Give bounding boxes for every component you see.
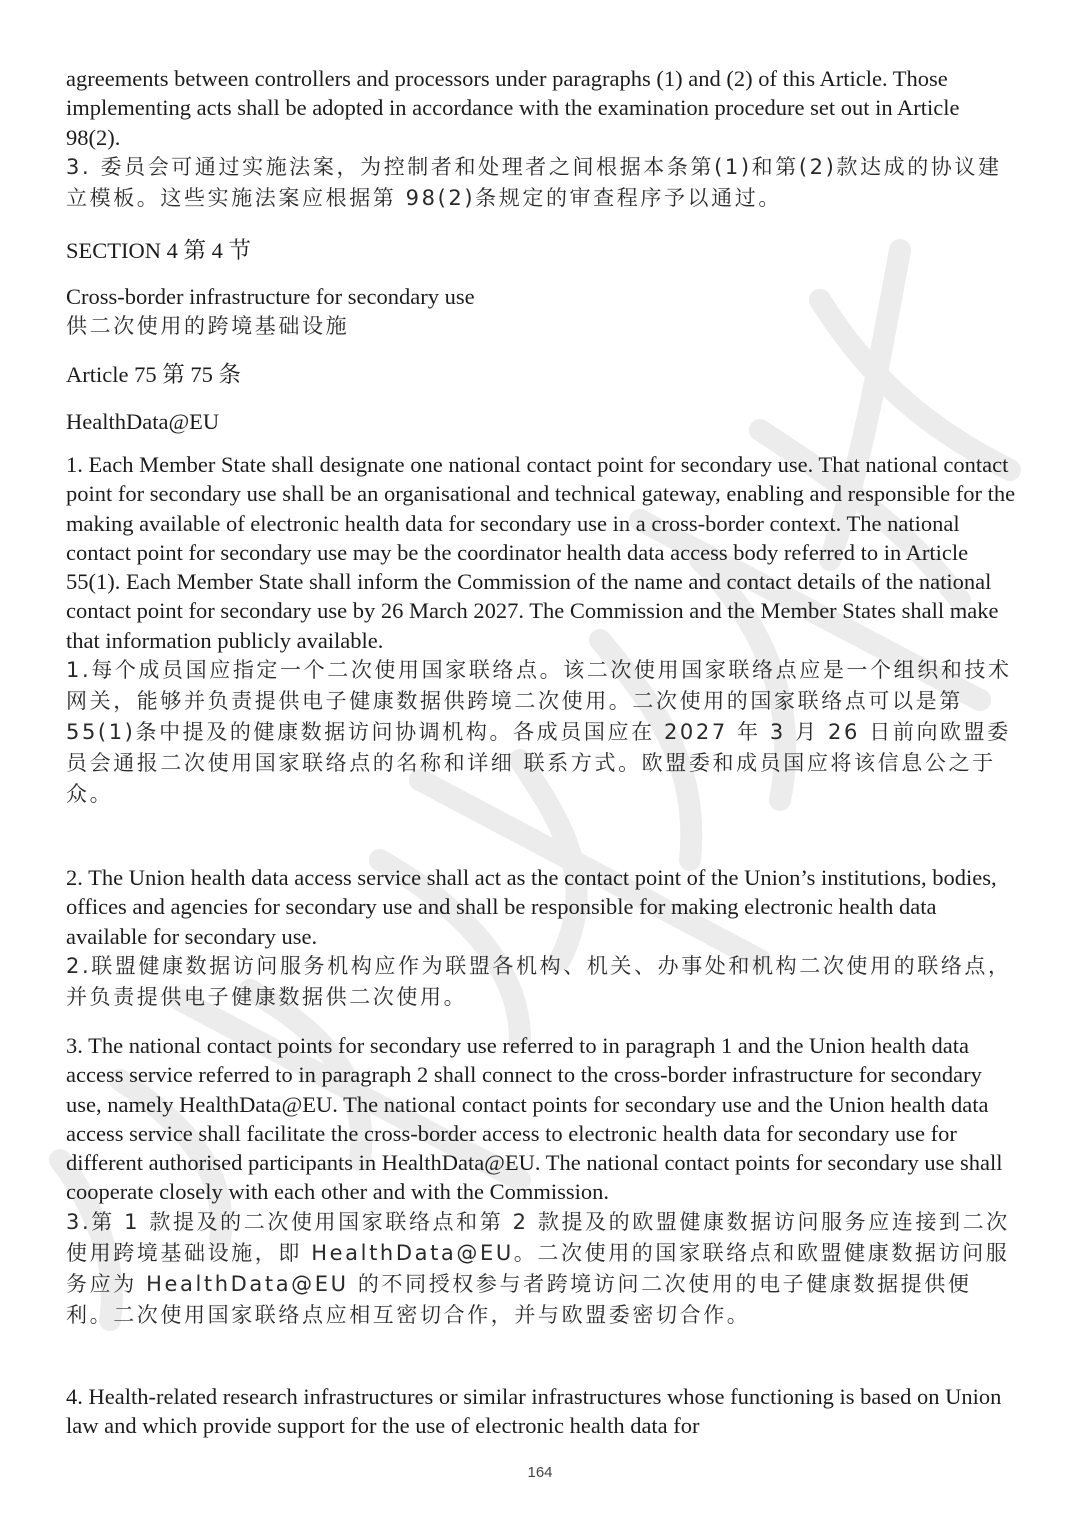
article-heading: Article 75 第 75 条 xyxy=(66,362,241,387)
section-title-block xyxy=(66,282,1016,342)
section-title-english: Cross-border infrastructure for secondary use xyxy=(66,284,475,309)
paragraph-english: 1. Each Member State shall designate one national contact point for secondary use. That national contact point for secondary use shall be an organisational and technical gateway, enabling and responsible for the making available of electronic health data for secondary use in a cross-border context. The national contact point for secondary use may be the coordinator health data access body referred to in Article 55(1). Each Member State shall inform the Commission of the name and contact details of the national contact point for secondary use by 26 March 2027. The Commission and the Member States shall make that information publicly available. xyxy=(66,452,1016,653)
intro-block xyxy=(66,64,1016,214)
page-number: 164 xyxy=(527,1464,553,1481)
paragraph-english: 4. Health-related research infrastructures or similar infrastructures whose functioning is based on Union law and which provide support for the use of electronic health data for xyxy=(66,1384,1002,1439)
paragraph-1 xyxy=(66,450,1016,810)
article-title: HealthData@EU xyxy=(66,409,220,434)
paragraph-3 xyxy=(66,1031,1016,1331)
paragraph-chinese: 1.每个成员国应指定一个二次使用国家联络点。该二次使用国家联络点应是一个组织和技术网关，能够并负责提供电子健康数据供跨境二次使用。二次使用的国家联络点可以是第 55(1)条中提及的健康数据访问协调机构。各成员国应在 2027 年 3 月 26 日前向欧盟委员会通报二次使用国家联络点的名称和详细 联系方式。欧盟委和成员国应将该信息公之于众。 xyxy=(66,658,1012,807)
paragraph-english: 2. The Union health data access service shall act as the contact point of the Union’s institutions, bodies, offices and agencies for secondary use and shall be responsible for making electronic health data available for secondary use. xyxy=(66,865,997,949)
paragraph-chinese: 3.第 1 款提及的二次使用国家联络点和第 2 款提及的欧盟健康数据访问服务应连接到二次使用跨境基础设施，即 HealthData@EU。二次使用的国家联络点和欧盟健康数据访问服务应为 HealthData@EU 的不同授权参与者跨境访问二次使用的电子健康数据提供便利。二次使用国家联络点应相互密切合作，并与欧盟委密切合作。 xyxy=(66,1209,1010,1327)
section-heading: SECTION 4 第 4 节 xyxy=(66,238,251,263)
intro-english-text: agreements between controllers and processors under paragraphs (1) and (2) of this Article. Those implementing acts shall be adopted in accordance with the examination procedure set out in Article 98(2). xyxy=(66,66,960,150)
intro-chinese-text: 3. 委员会可通过实施法案，为控制者和处理者之间根据本条第(1)和第(2)款达成的协议建立模板。这些实施法案应根据第 98(2)条规定的审查程序予以通过。 xyxy=(66,154,1002,210)
paragraph-english: 3. The national contact points for secondary use referred to in paragraph 1 and the Union health data access service referred to in paragraph 2 shall connect to the cross-border infrastructure for secondary use, namely HealthData@EU. The national contact points for secondary use and the Union health data access service shall facilitate the cross-border access to electronic health data for secondary use for different authorised participants in HealthData@EU. The national contact points for secondary use shall cooperate closely with each other and with the Commission. xyxy=(66,1033,1003,1205)
paragraph-2 xyxy=(66,863,1016,1013)
paragraph-chinese: 2.联盟健康数据访问服务机构应作为联盟各机构、机关、办事处和机构二次使用的联络点，并负责提供电子健康数据供二次使用。 xyxy=(66,953,1012,1009)
section-title-chinese: 供二次使用的跨境基础设施 xyxy=(66,314,350,339)
paragraph-4 xyxy=(66,1382,1016,1441)
